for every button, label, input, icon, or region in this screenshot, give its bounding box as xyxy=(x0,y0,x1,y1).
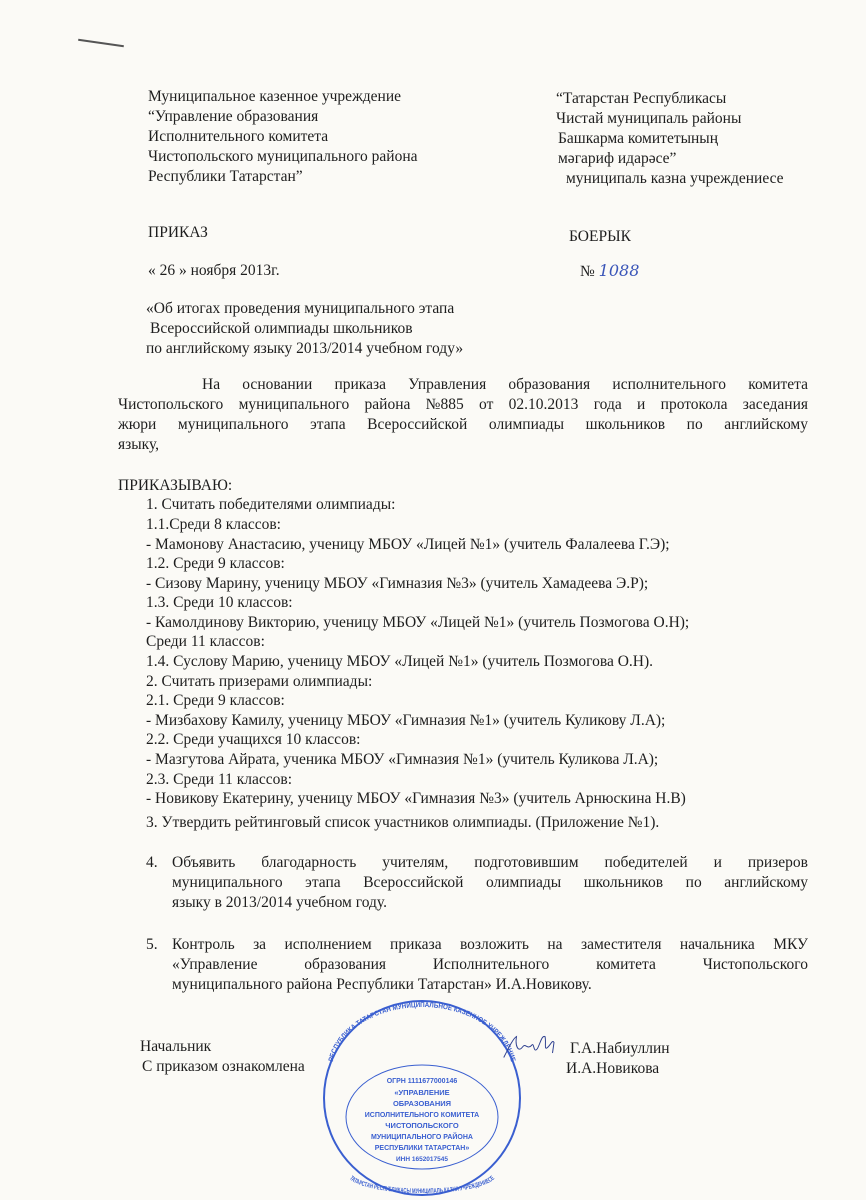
order-item-line: 1.2. Среди 9 классов: xyxy=(146,555,285,572)
header-right-line: Чистай муниципаль районы xyxy=(556,110,742,127)
doc-type-tt: БОЕРЫК xyxy=(569,228,631,245)
number-handwritten: 1088 xyxy=(598,261,640,280)
subject-line: Всероссийской олимпиады школьников xyxy=(150,320,413,337)
stamp-line: РЕСПУБЛИКИ ТАТАРСТАН» xyxy=(374,1145,470,1152)
order-date: « 26 » ноября 2013г. xyxy=(148,262,280,279)
stamp-line: МУНИЦИПАЛЬНОГО РАЙОНА xyxy=(371,1134,473,1141)
order-item-line: 1.4. Суслову Марию, ученицу МБОУ «Лицей №1» (учитель Позмогова О.Н). xyxy=(146,653,654,670)
item-line: муниципального этапа Всероссийской олимпиады школьников по английскому xyxy=(172,874,808,891)
order-item-line: - Новикову Екатерину, ученицу МБОУ «Гимназия №3» (учитель Арнюскина Н.В) xyxy=(146,790,686,807)
number-label: № xyxy=(580,263,595,280)
header-left-line: Чистопольского муниципального района xyxy=(148,148,418,165)
svg-text:РЕСПУБЛИКА ТАТАРСТАН МУНИЦИПАЛ xyxy=(328,1002,516,1063)
order-item-line: 2. Считать призерами олимпиады: xyxy=(146,673,373,690)
subject-line: по английскому языку 2013/2014 учебном году» xyxy=(146,340,464,357)
order-item-line: - Мизбахову Камилу, ученицу МБОУ «Гимназия №1» (учитель Куликову Л.А); xyxy=(146,712,666,729)
order-item-line: - Сизову Марину, ученицу МБОУ «Гимназия №3» (учитель Хамадеева Э.Р); xyxy=(146,575,649,592)
order-item-line: 1. Считать победителями олимпиады: xyxy=(146,496,396,513)
doc-type-ru: ПРИКАЗ xyxy=(148,224,208,241)
header-left-line: Исполнительного комитета xyxy=(148,128,329,145)
stamp-ogrn: ОГРН 1111677000146 xyxy=(386,1078,458,1085)
order-item-line: 1.3. Среди 10 классов: xyxy=(146,594,293,611)
item-line: муниципального района Республики Татарстан» И.А.Новикову. xyxy=(172,976,592,993)
preamble-line: языку, xyxy=(118,436,160,453)
preamble-line: На основании приказа Управления образования исполнительного комитета xyxy=(202,376,808,393)
order-number xyxy=(580,262,639,280)
header-left-line: Республики Татарстан” xyxy=(148,168,303,185)
stamp-line: ИСПОЛНИТЕЛЬНОГО КОМИТЕТА xyxy=(364,1112,480,1119)
order-item-line: - Мазгутова Айрата, ученика МБОУ «Гимназия №1» (учитель Куликова Л.А); xyxy=(146,751,659,768)
item-line: «Управление образования Исполнительного комитета Чистопольского xyxy=(172,956,808,973)
header-left-line: “Управление образования xyxy=(148,108,319,125)
item-line: языку в 2013/2014 учебном году. xyxy=(172,894,387,911)
order-item-line: - Мамонову Анастасию, ученицу МБОУ «Лицей №1» (учитель Фалалеева Г.Э); xyxy=(146,536,670,553)
chief-label: Начальник xyxy=(140,1038,212,1055)
order-item-line: Среди 11 классов: xyxy=(146,633,265,650)
stamp-line: ЧИСТОПОЛЬСКОГО xyxy=(385,1121,459,1130)
header-left-line: Муниципальное казенное учреждение xyxy=(148,88,402,105)
stamp-line: ОБРАЗОВАНИЯ xyxy=(392,1099,452,1108)
ack-label: С приказом ознакомлена xyxy=(142,1058,305,1075)
svg-text:ТАТАРСТАН РЕСПУБЛИКАСЫ МУНИЦИП xyxy=(348,1175,496,1195)
item-line: Объявить благодарность учителям, подготовившим победителей и призеров xyxy=(172,854,808,871)
stamp-outer-text: РЕСПУБЛИКА ТАТАРСТАН МУНИЦИПАЛЬНОЕ КАЗЕННОЕ УЧРЕЖДЕНИЕ xyxy=(328,1001,517,1063)
handwritten-signature xyxy=(500,1030,560,1064)
preamble-line: жюри муниципального этапа Всероссийской олимпиады школьников по английскому xyxy=(118,416,808,433)
order-word: ПРИКАЗЫВАЮ: xyxy=(118,477,233,494)
stamp-line: «УПРАВЛЕНИЕ xyxy=(394,1088,450,1097)
order-item-line: 1.1.Среди 8 классов: xyxy=(146,516,281,533)
stamp-outer-bottom-text: ТАТАРСТАН РЕСПУБЛИКАСЫ МУНИЦИПАЛЬ КАЗНА УЧРЕЖДЕНИЕСЕ xyxy=(347,1173,498,1196)
header-right-line: “Татарстан Республикасы xyxy=(556,90,727,107)
header-right-line: муниципаль казна учреждениесе xyxy=(566,170,784,187)
item-number: 4. xyxy=(146,854,158,871)
order-item-line: 2.1. Среди 9 классов: xyxy=(146,692,285,709)
official-stamp xyxy=(322,999,522,1197)
item-number: 5. xyxy=(146,936,158,953)
subject-line: «Об итогах проведения муниципального этапа xyxy=(146,300,455,317)
order-item-line: 2.2. Среди учащихся 10 классов: xyxy=(146,731,361,748)
ack-name: И.А.Новикова xyxy=(566,1060,660,1077)
chief-name: Г.А.Набиуллин xyxy=(570,1040,670,1057)
order-item-line: 2.3. Среди 11 классов: xyxy=(146,771,293,788)
header-right-line: мәгариф идарәсе” xyxy=(558,150,677,167)
pen-mark xyxy=(78,39,124,47)
preamble-line: Чистопольского муниципального района №885 от 02.10.2013 года и протокола заседания xyxy=(118,396,808,413)
order-item-line: 3. Утвердить рейтинговый список участников олимпиады. (Приложение №1). xyxy=(146,814,660,831)
item-line: Контроль за исполнением приказа возложить на заместителя начальника МКУ xyxy=(172,936,808,953)
order-item-line: - Камолдинову Викторию, ученицу МБОУ «Лицей №1» (учитель Позмогова О.Н); xyxy=(146,614,690,631)
stamp-inn: ИНН 1652017545 xyxy=(395,1156,449,1163)
header-right-line: Башкарма комитетының xyxy=(558,130,719,147)
